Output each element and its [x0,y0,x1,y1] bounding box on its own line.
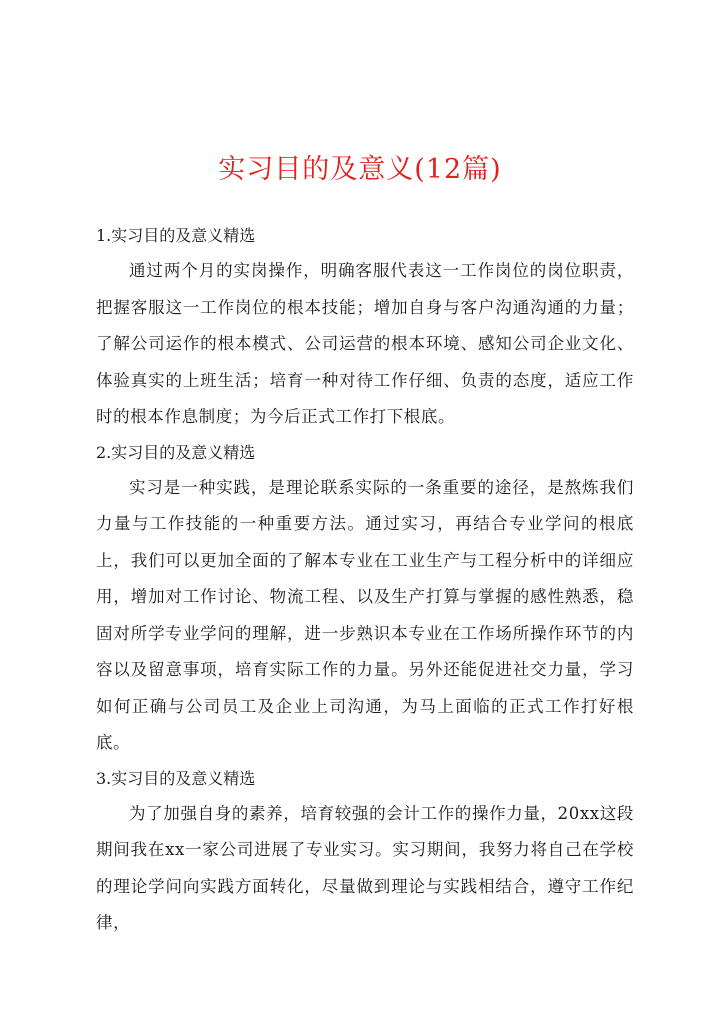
section-paragraph: 通过两个月的实岗操作，明确客服代表这一工作岗位的岗位职责，把握客服这一工作岗位的根本技能；增加自身与客户沟通沟通的力量；了解公司运作的根本模式、公司运营的根本环境、感知公司企业文化、体验真实的上班生活；培育一种对待工作仔细、负责的态度，适应工作时的根本作息制度；为今后正式工作打下根底。 [96,261,634,426]
section-2 [96,436,634,762]
section-heading: 2.实习目的及意义精选 [96,442,256,462]
document-body [96,219,634,942]
section-heading: 1.实习目的及意义精选 [96,226,256,245]
document-title: 实习目的及意义(12篇) [218,154,502,185]
section-1 [96,219,634,436]
section-heading: 3.实习目的及意义精选 [96,768,256,788]
section-paragraph: 实习是一种实践，是理论联系实际的一条重要的途径，是熬炼我们力量与工作技能的一种重要方法。通过实习，再结合专业学问的根底上，我们可以更加全面的了解本专业在工业生产与工程分析中的详细应用，增加对工作讨论、物流工程、以及生产打算与掌握的感性熟悉，稳固对所学专业学问的理解，进一步熟识本专业在工作场所操作环节的内容以及留意事项，培育实际工作的力量。另外还能促进社交力量，学习如何正确与公司员工及企业上司沟通，为马上面临的正式工作打好根底。 [96,477,634,752]
section-paragraph: 为了加强自身的素养，培育较强的会计工作的操作力量，20xx这段期间我在xx一家公司进展了专业实习。实习期间，我努力将自己在学校的理论学问向实践方面转化，尽量做到理论与实践相结合，遵守工作纪律， [96,803,634,932]
section-3 [96,762,634,942]
